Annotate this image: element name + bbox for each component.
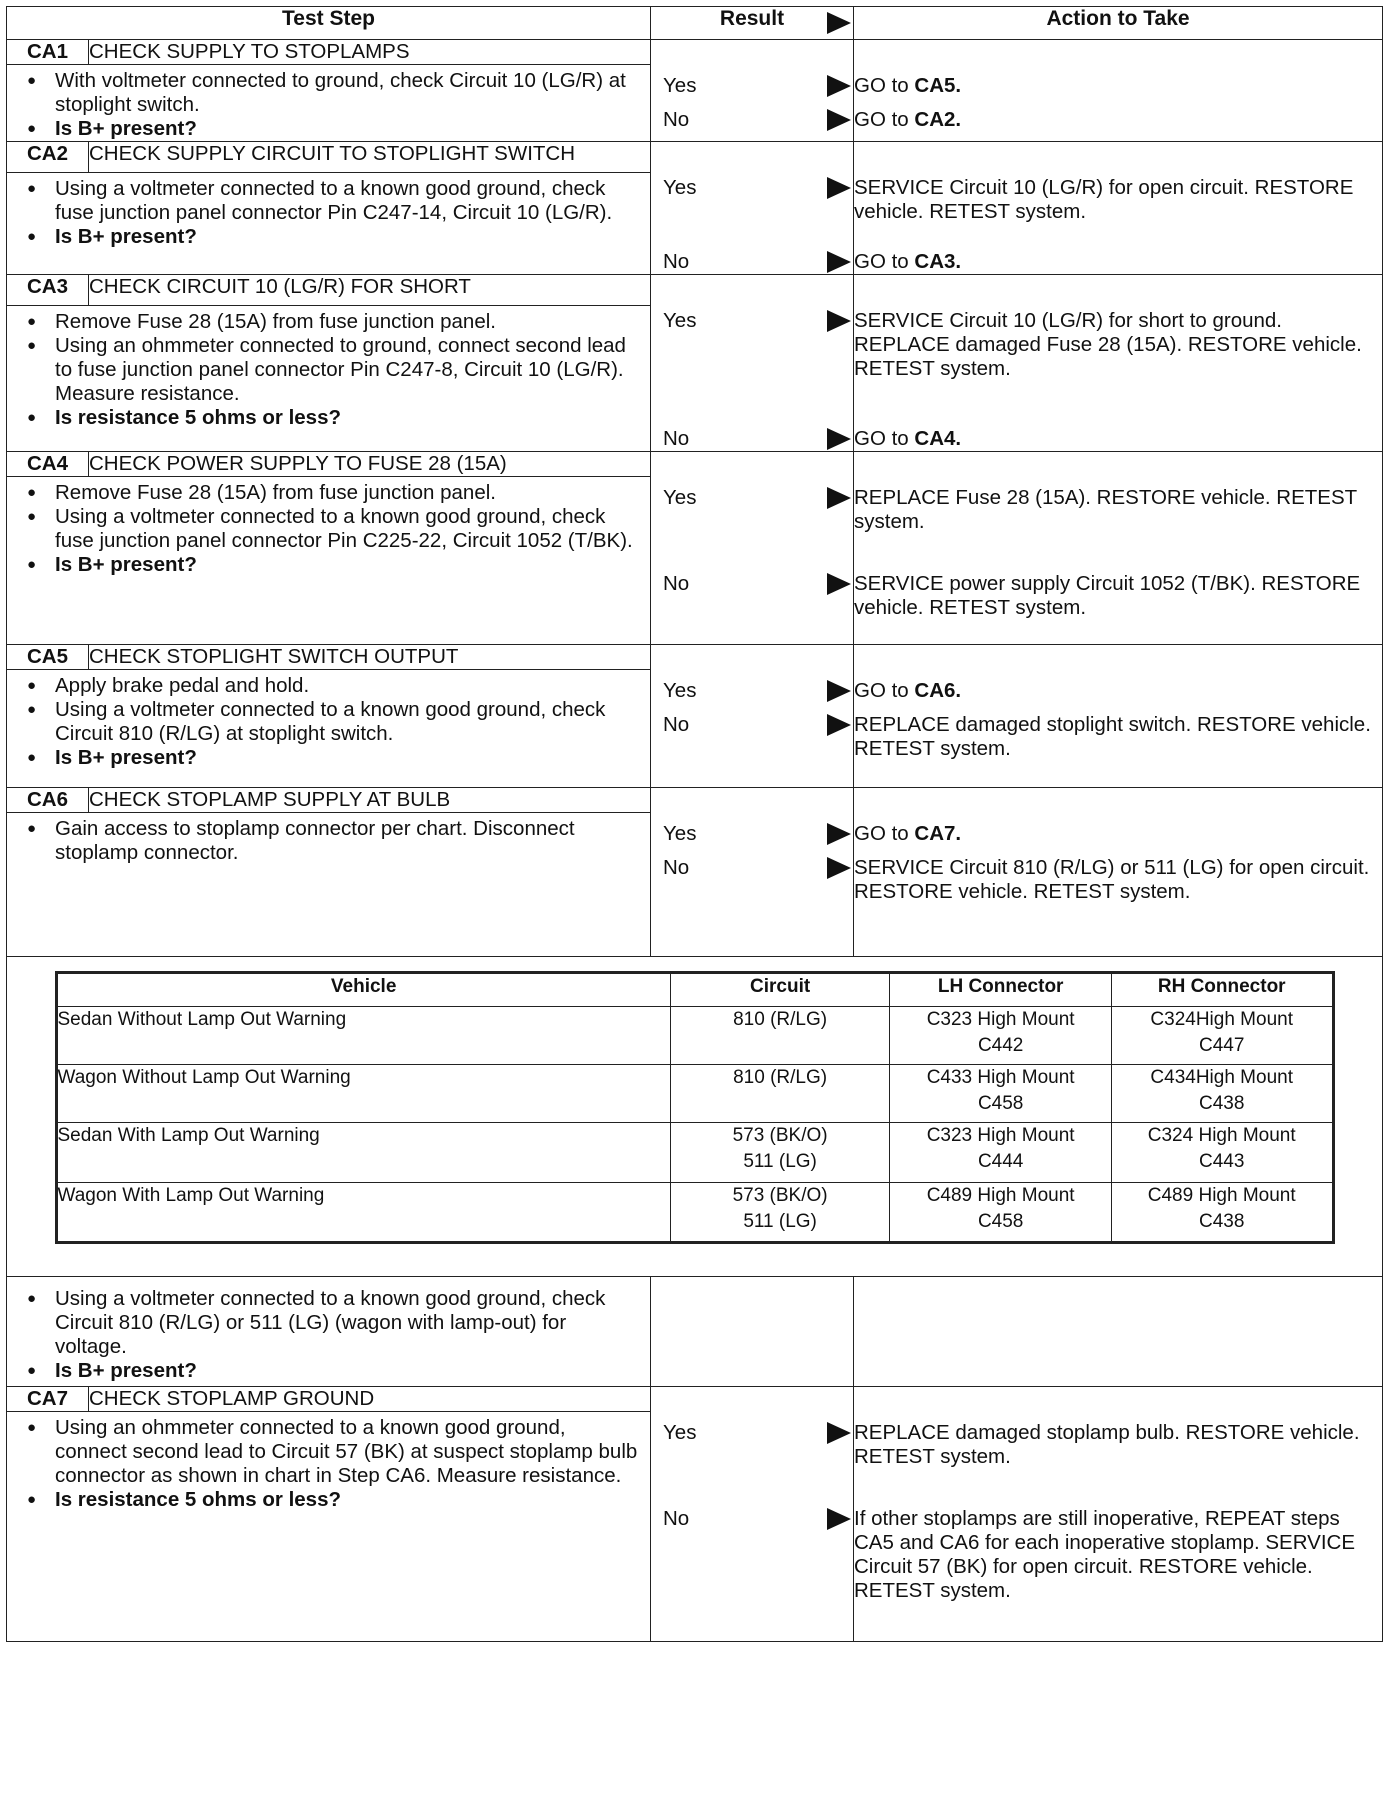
connector-value: C433 High Mount — [926, 1067, 1075, 1088]
question-bullet: ● Is B+ present? — [7, 1359, 650, 1383]
connector-value: C447 — [1199, 1035, 1245, 1056]
action-text: GO to — [854, 679, 915, 702]
result-no-label: No — [663, 1507, 690, 1530]
step-instructions — [7, 477, 651, 645]
step-title: CHECK SUPPLY TO STOPLAMPS — [89, 40, 651, 65]
instruction-bullet: ● Using a voltmeter connected to a known good ground, check fuse junction panel connector Pin C247-14, Circuit 10 (LG/R). — [7, 177, 650, 225]
result-no — [651, 250, 853, 274]
action-text: GO to — [854, 822, 915, 845]
connector-value: C489 High Mount — [926, 1185, 1075, 1206]
vehicle-cell: Wagon Without Lamp Out Warning — [56, 1065, 670, 1123]
lh-connector-cell — [890, 1007, 1112, 1065]
connector-value: C323 High Mount — [926, 1009, 1075, 1030]
instruction-bullet: ● With voltmeter connected to ground, check Circuit 10 (LG/R) at stoplight switch. — [7, 69, 650, 117]
step-title: CHECK POWER SUPPLY TO FUSE 28 (15A) — [89, 452, 651, 477]
rh-connector-cell — [1111, 1183, 1333, 1243]
step-id: CA2 — [7, 142, 89, 173]
action-yes: SERVICE Circuit 10 (LG/R) for open circuit. RESTORE vehicle. RETEST system. — [854, 176, 1354, 223]
connector-value: C489 High Mount — [1147, 1185, 1296, 1206]
step-ref-link[interactable]: CA5. — [914, 74, 962, 97]
result-yes — [651, 1421, 853, 1445]
result-yes — [651, 486, 853, 510]
step-title: CHECK STOPLIGHT SWITCH OUTPUT — [89, 645, 651, 670]
action-yes — [854, 74, 1382, 98]
step-id: CA3 — [7, 275, 89, 306]
action-yes: REPLACE Fuse 28 (15A). RESTORE vehicle. RETEST system. — [854, 486, 1357, 533]
connector-value: C324 High Mount — [1147, 1125, 1296, 1146]
result-no-label: No — [663, 108, 690, 131]
connector-value: C324High Mount — [1150, 1009, 1293, 1030]
circuit-value: 511 (LG) — [743, 1151, 817, 1172]
step-ca2-title-row — [7, 142, 1383, 173]
circuit-value: 573 (BK/O) — [732, 1185, 828, 1206]
step-ca6-continued — [7, 1277, 1383, 1387]
instruction-bullet: ● Apply brake pedal and hold. — [7, 674, 650, 698]
question-bullet: ● Is B+ present? — [7, 225, 650, 249]
instruction-bullet: ● Gain access to stoplamp connector per chart. Disconnect stoplamp connector. — [7, 817, 650, 865]
step-ca6-title-row — [7, 788, 1383, 813]
step-ca6-actions — [854, 788, 1383, 957]
connector-chart-row — [7, 957, 1383, 1277]
empty-action-cell — [854, 1277, 1383, 1387]
connector-chart-cell — [7, 957, 1383, 1277]
result-yes-label: Yes — [663, 679, 697, 702]
test-step-table — [6, 6, 1383, 1642]
arrow-icon — [827, 12, 851, 34]
instruction-bullet: ● Using an ohmmeter connected to ground, connect second lead to fuse junction panel connector Pin C247-8, Circuit 10 (LG/R). Measure resistance. — [7, 334, 650, 406]
step-ca6-results — [651, 788, 854, 957]
arrow-icon — [827, 310, 851, 332]
rh-connector-cell — [1111, 1065, 1333, 1123]
result-no — [651, 1507, 853, 1531]
step-instructions — [7, 173, 651, 275]
action-text: GO to — [854, 74, 915, 97]
step-id: CA7 — [7, 1387, 89, 1412]
result-no-label: No — [663, 572, 690, 595]
step-ref-link[interactable]: CA6. — [914, 679, 962, 702]
step-ref-link[interactable]: CA2. — [914, 108, 962, 131]
connector-value: C444 — [977, 1151, 1024, 1172]
arrow-icon — [827, 573, 851, 595]
instruction-bullet: ● Remove Fuse 28 (15A) from fuse junction panel. — [7, 310, 650, 334]
step-instructions — [7, 1412, 651, 1642]
connector-table-header — [56, 973, 1333, 1007]
result-no — [651, 108, 853, 132]
step-ref-link[interactable]: CA4. — [914, 427, 962, 450]
table-row — [56, 1065, 1333, 1123]
result-yes — [651, 176, 853, 200]
step-id: CA4 — [7, 452, 89, 477]
arrow-icon — [827, 428, 851, 450]
arrow-icon — [827, 823, 851, 845]
arrow-icon — [827, 487, 851, 509]
action-text: GO to — [854, 250, 915, 273]
action-no — [854, 108, 1382, 132]
step-instructions — [7, 813, 651, 957]
col-vehicle: Vehicle — [56, 973, 670, 1007]
step-id: CA5 — [7, 645, 89, 670]
step-ca3-results — [651, 275, 854, 452]
result-no-label: No — [663, 856, 690, 879]
step-id: CA6 — [7, 788, 89, 813]
table-row — [56, 1123, 1333, 1183]
header-action: Action to Take — [854, 7, 1383, 40]
action-yes — [854, 822, 1382, 846]
result-no-label: No — [663, 427, 690, 450]
connector-value: C442 — [977, 1035, 1024, 1056]
arrow-icon — [827, 680, 851, 702]
table-row — [56, 1183, 1333, 1243]
action-no: If other stoplamps are still inoperative, REPEAT steps CA5 and CA6 for each inoperative stoplamp. SERVICE Circuit 57 (BK) for open circuit. RESTORE vehicle. RETEST system. — [854, 1507, 1355, 1602]
step-instructions — [7, 306, 651, 452]
circuit-value: 810 (R/LG) — [733, 1067, 828, 1088]
arrow-icon — [827, 1508, 851, 1530]
result-yes-label: Yes — [663, 74, 697, 97]
vehicle-cell: Sedan Without Lamp Out Warning — [56, 1007, 670, 1065]
lh-connector-cell — [890, 1123, 1112, 1183]
result-yes — [651, 74, 853, 98]
instruction-bullet: ● Using a voltmeter connected to a known good ground, check fuse junction panel connector Pin C225-22, Circuit 1052 (T/BK). — [7, 505, 650, 553]
result-yes-label: Yes — [663, 309, 697, 332]
step-title: CHECK SUPPLY CIRCUIT TO STOPLIGHT SWITCH — [89, 142, 651, 173]
result-yes-label: Yes — [663, 822, 697, 845]
step-ca5-actions — [854, 645, 1383, 788]
connector-value: C434High Mount — [1150, 1067, 1293, 1088]
header-result-label: Result — [719, 7, 785, 30]
action-no: SERVICE Circuit 810 (R/LG) or 511 (LG) for open circuit. RESTORE vehicle. RETEST system. — [854, 856, 1370, 903]
diagnostic-page — [6, 6, 1382, 1788]
step-ca4-actions — [854, 452, 1383, 645]
step-ca7-title-row — [7, 1387, 1383, 1412]
connector-value: C458 — [977, 1211, 1024, 1232]
empty-result-cell — [651, 1277, 854, 1387]
step-ca3-actions — [854, 275, 1383, 452]
question-bullet: ● Is resistance 5 ohms or less? — [7, 1488, 650, 1512]
question-bullet: ● Is B+ present? — [7, 553, 650, 577]
connector-table — [55, 971, 1335, 1244]
step-instructions — [7, 65, 651, 142]
lh-connector-cell — [890, 1065, 1112, 1123]
circuit-cell — [670, 1183, 890, 1243]
instruction-bullet: ● Using an ohmmeter connected to a known good ground, connect second lead to Circuit 57 (BK) at suspect stoplamp bulb connector as shown in chart in Step CA6. Measure resistance. — [7, 1416, 650, 1488]
action-yes: SERVICE Circuit 10 (LG/R) for short to ground. REPLACE damaged Fuse 28 (15A). RESTORE vehicle. RETEST system. — [854, 309, 1362, 380]
result-no-label: No — [663, 713, 690, 736]
connector-value: C443 — [1199, 1151, 1245, 1172]
table-header — [7, 7, 1383, 40]
instruction-bullet: ● Using a voltmeter connected to a known good ground, check Circuit 810 (R/LG) at stoplight switch. — [7, 698, 650, 746]
result-yes — [651, 822, 853, 846]
circuit-cell — [670, 1065, 890, 1123]
step-instructions — [7, 670, 651, 788]
result-no — [651, 856, 853, 880]
arrow-icon — [827, 1422, 851, 1444]
step-ca2-actions — [854, 142, 1383, 275]
arrow-icon — [827, 857, 851, 879]
action-no — [854, 250, 1382, 274]
question-bullet: ● Is B+ present? — [7, 746, 650, 770]
step-title: CHECK STOPLAMP SUPPLY AT BULB — [89, 788, 651, 813]
arrow-icon — [827, 177, 851, 199]
table-row — [56, 1007, 1333, 1065]
circuit-value: 810 (R/LG) — [733, 1009, 828, 1030]
result-no-label: No — [663, 250, 690, 273]
instruction-bullet: ● Using a voltmeter connected to a known good ground, check Circuit 810 (R/LG) or 511 (LG) (wagon with lamp-out) for voltage. — [7, 1287, 650, 1359]
circuit-value: 511 (LG) — [743, 1211, 817, 1232]
step-ca7-results — [651, 1387, 854, 1642]
action-text: GO to — [854, 427, 915, 450]
header-result — [651, 7, 854, 40]
question-bullet: ● Is resistance 5 ohms or less? — [7, 406, 650, 430]
step-title: CHECK STOPLAMP GROUND — [89, 1387, 651, 1412]
result-yes-label: Yes — [663, 486, 697, 509]
result-yes-label: Yes — [663, 1421, 697, 1444]
connector-value: C438 — [1199, 1211, 1245, 1232]
lh-connector-cell — [890, 1183, 1112, 1243]
step-ca1-title-row — [7, 40, 1383, 65]
connector-value: C458 — [977, 1093, 1024, 1114]
col-rh-connector: RH Connector — [1111, 973, 1333, 1007]
step-ref-link[interactable]: CA3. — [914, 250, 962, 273]
result-no — [651, 572, 853, 596]
result-yes — [651, 309, 853, 333]
rh-connector-cell — [1111, 1123, 1333, 1183]
result-no — [651, 427, 853, 451]
header-test-step: Test Step — [7, 7, 651, 40]
result-no — [651, 713, 853, 737]
result-yes — [651, 679, 853, 703]
action-no — [854, 427, 1382, 451]
action-no: REPLACE damaged stoplight switch. RESTORE vehicle. RETEST system. — [854, 713, 1371, 760]
connector-value: C438 — [1199, 1093, 1245, 1114]
arrow-icon — [827, 75, 851, 97]
step-ca7-actions — [854, 1387, 1383, 1642]
instruction-bullet: ● Remove Fuse 28 (15A) from fuse junction panel. — [7, 481, 650, 505]
result-yes-label: Yes — [663, 176, 697, 199]
action-yes — [854, 679, 1382, 703]
circuit-cell — [670, 1123, 890, 1183]
arrow-icon — [827, 251, 851, 273]
step-instructions — [7, 1277, 651, 1387]
rh-connector-cell — [1111, 1007, 1333, 1065]
step-title: CHECK CIRCUIT 10 (LG/R) FOR SHORT — [89, 275, 651, 306]
vehicle-cell: Sedan With Lamp Out Warning — [56, 1123, 670, 1183]
action-yes: REPLACE damaged stoplamp bulb. RESTORE vehicle. RETEST system. — [854, 1421, 1360, 1468]
step-ca1-actions — [854, 40, 1383, 142]
step-id: CA1 — [7, 40, 89, 65]
step-ca5-results — [651, 645, 854, 788]
action-no: SERVICE power supply Circuit 1052 (T/BK). RESTORE vehicle. RETEST system. — [854, 572, 1361, 619]
step-ca4-results — [651, 452, 854, 645]
action-text: GO to — [854, 108, 915, 131]
question-bullet: ● Is B+ present? — [7, 117, 650, 141]
circuit-cell — [670, 1007, 890, 1065]
step-ca4-title-row — [7, 452, 1383, 477]
step-ca1-results — [651, 40, 854, 142]
col-lh-connector: LH Connector — [890, 973, 1112, 1007]
step-ca2-results — [651, 142, 854, 275]
col-circuit: Circuit — [670, 973, 890, 1007]
circuit-value: 573 (BK/O) — [732, 1125, 828, 1146]
step-ca3-title-row — [7, 275, 1383, 306]
connector-value: C323 High Mount — [926, 1125, 1075, 1146]
vehicle-cell: Wagon With Lamp Out Warning — [56, 1183, 670, 1243]
arrow-icon — [827, 109, 851, 131]
step-ca5-title-row — [7, 645, 1383, 670]
arrow-icon — [827, 714, 851, 736]
step-ref-link[interactable]: CA7. — [914, 822, 962, 845]
